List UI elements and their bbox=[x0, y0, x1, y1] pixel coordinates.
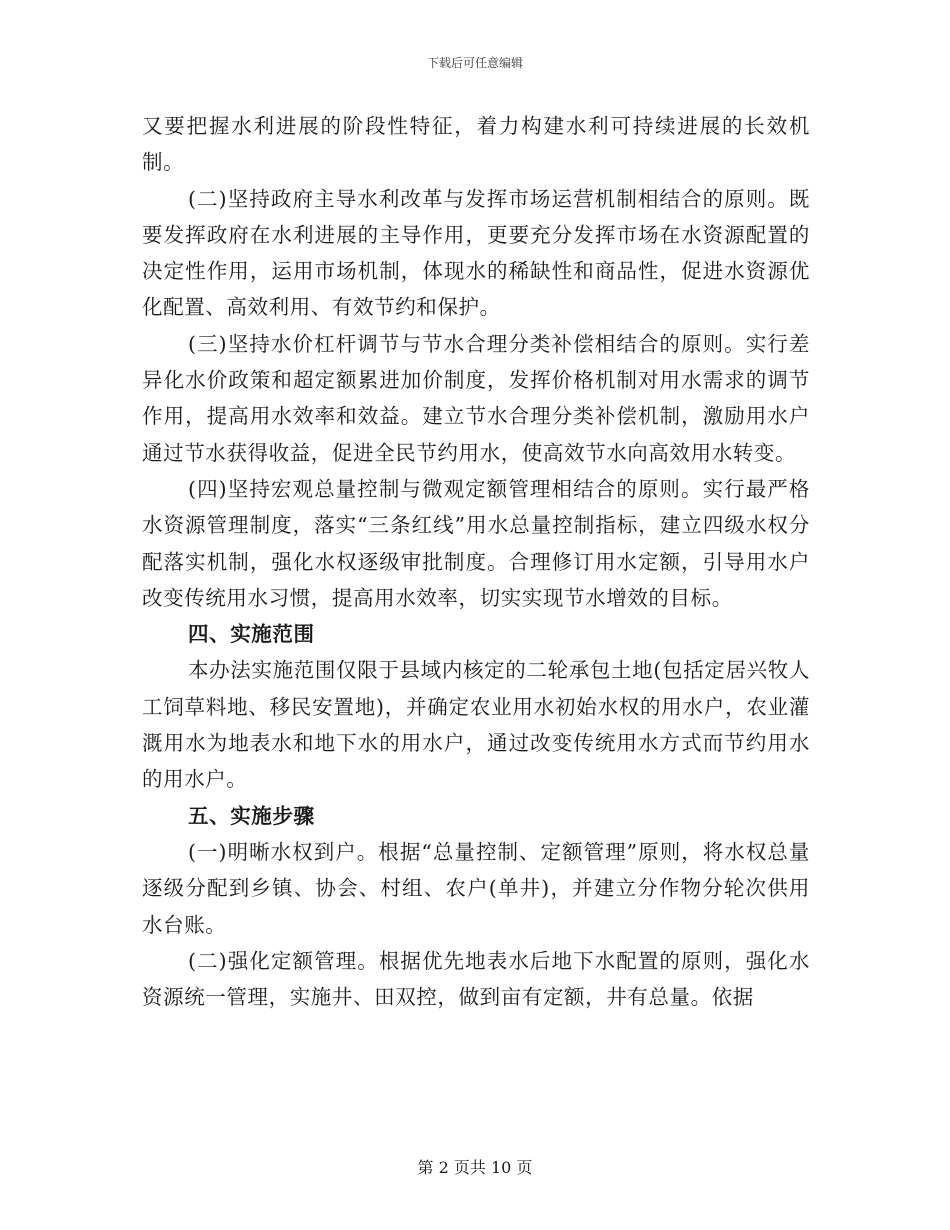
paragraph-step-2: (二)强化定额管理。根据优先地表水后地下水配置的原则，强化水资源统一管理，实施井、田双控，做到亩有定额，井有总量。依据 bbox=[142, 948, 810, 1010]
paragraph-scope: 本办法实施范围仅限于县域内核定的二轮承包土地(包括定居兴牧人工饲草料地、移民安置地)，并确定农业用水初始水权的用水户，农业灌溉用水为地表水和地下水的用水户，通过改变传统用水方式而节约用水的用水户。 bbox=[142, 658, 810, 792]
paragraph-principle-3: (三)坚持水价杠杆调节与节水合理分类补偿相结合的原则。实行差异化水价政策和超定额累进加价制度，发挥价格机制对用水需求的调节作用，提高用水效率和效益。建立节水合理分类补偿机制，激励用水户通过节水获得收益，促进全民节约用水，使高效节水向高效用水转变。 bbox=[142, 331, 810, 465]
header-note: 下载后可任意编辑 bbox=[426, 56, 523, 70]
paragraph-principle-4: (四)坚持宏观总量控制与微观定额管理相结合的原则。实行最严格水资源管理制度，落实“三条红线”用水总量控制指标，建立四级水权分配落实机制，强化水权逐级审批制度。合理修订用水定额，引导用水户改变传统用水习惯，提高用水效率，切实实现节水增效的目标。 bbox=[142, 476, 810, 610]
section-heading-scope: 四、实施范围 bbox=[188, 622, 315, 647]
paragraph-principle-2: (二)坚持政府主导水利改革与发挥市场运营机制相结合的原则。既要发挥政府在水利进展的主导作用，更要充分发挥市场在水资源配置的决定性作用，运用市场机制，体现水的稀缺性和商品性，促进水资源优化配置、高效利用、有效节约和保护。 bbox=[142, 186, 810, 320]
section-heading-steps: 五、实施步骤 bbox=[188, 803, 315, 828]
document-body bbox=[142, 108, 810, 1015]
paragraph-continuation: 又要把握水利进展的阶段性特征，着力构建水利可持续进展的长效机制。 bbox=[142, 114, 810, 175]
paragraph-step-1: (一)明晰水权到户。根据“总量控制、定额管理”原则，将水权总量逐级分配到乡镇、协会、村组、农户(单井)，并建立分作物分轮次供用水台账。 bbox=[142, 839, 810, 937]
page-number: 第 2 页共 10 页 bbox=[417, 1158, 533, 1177]
